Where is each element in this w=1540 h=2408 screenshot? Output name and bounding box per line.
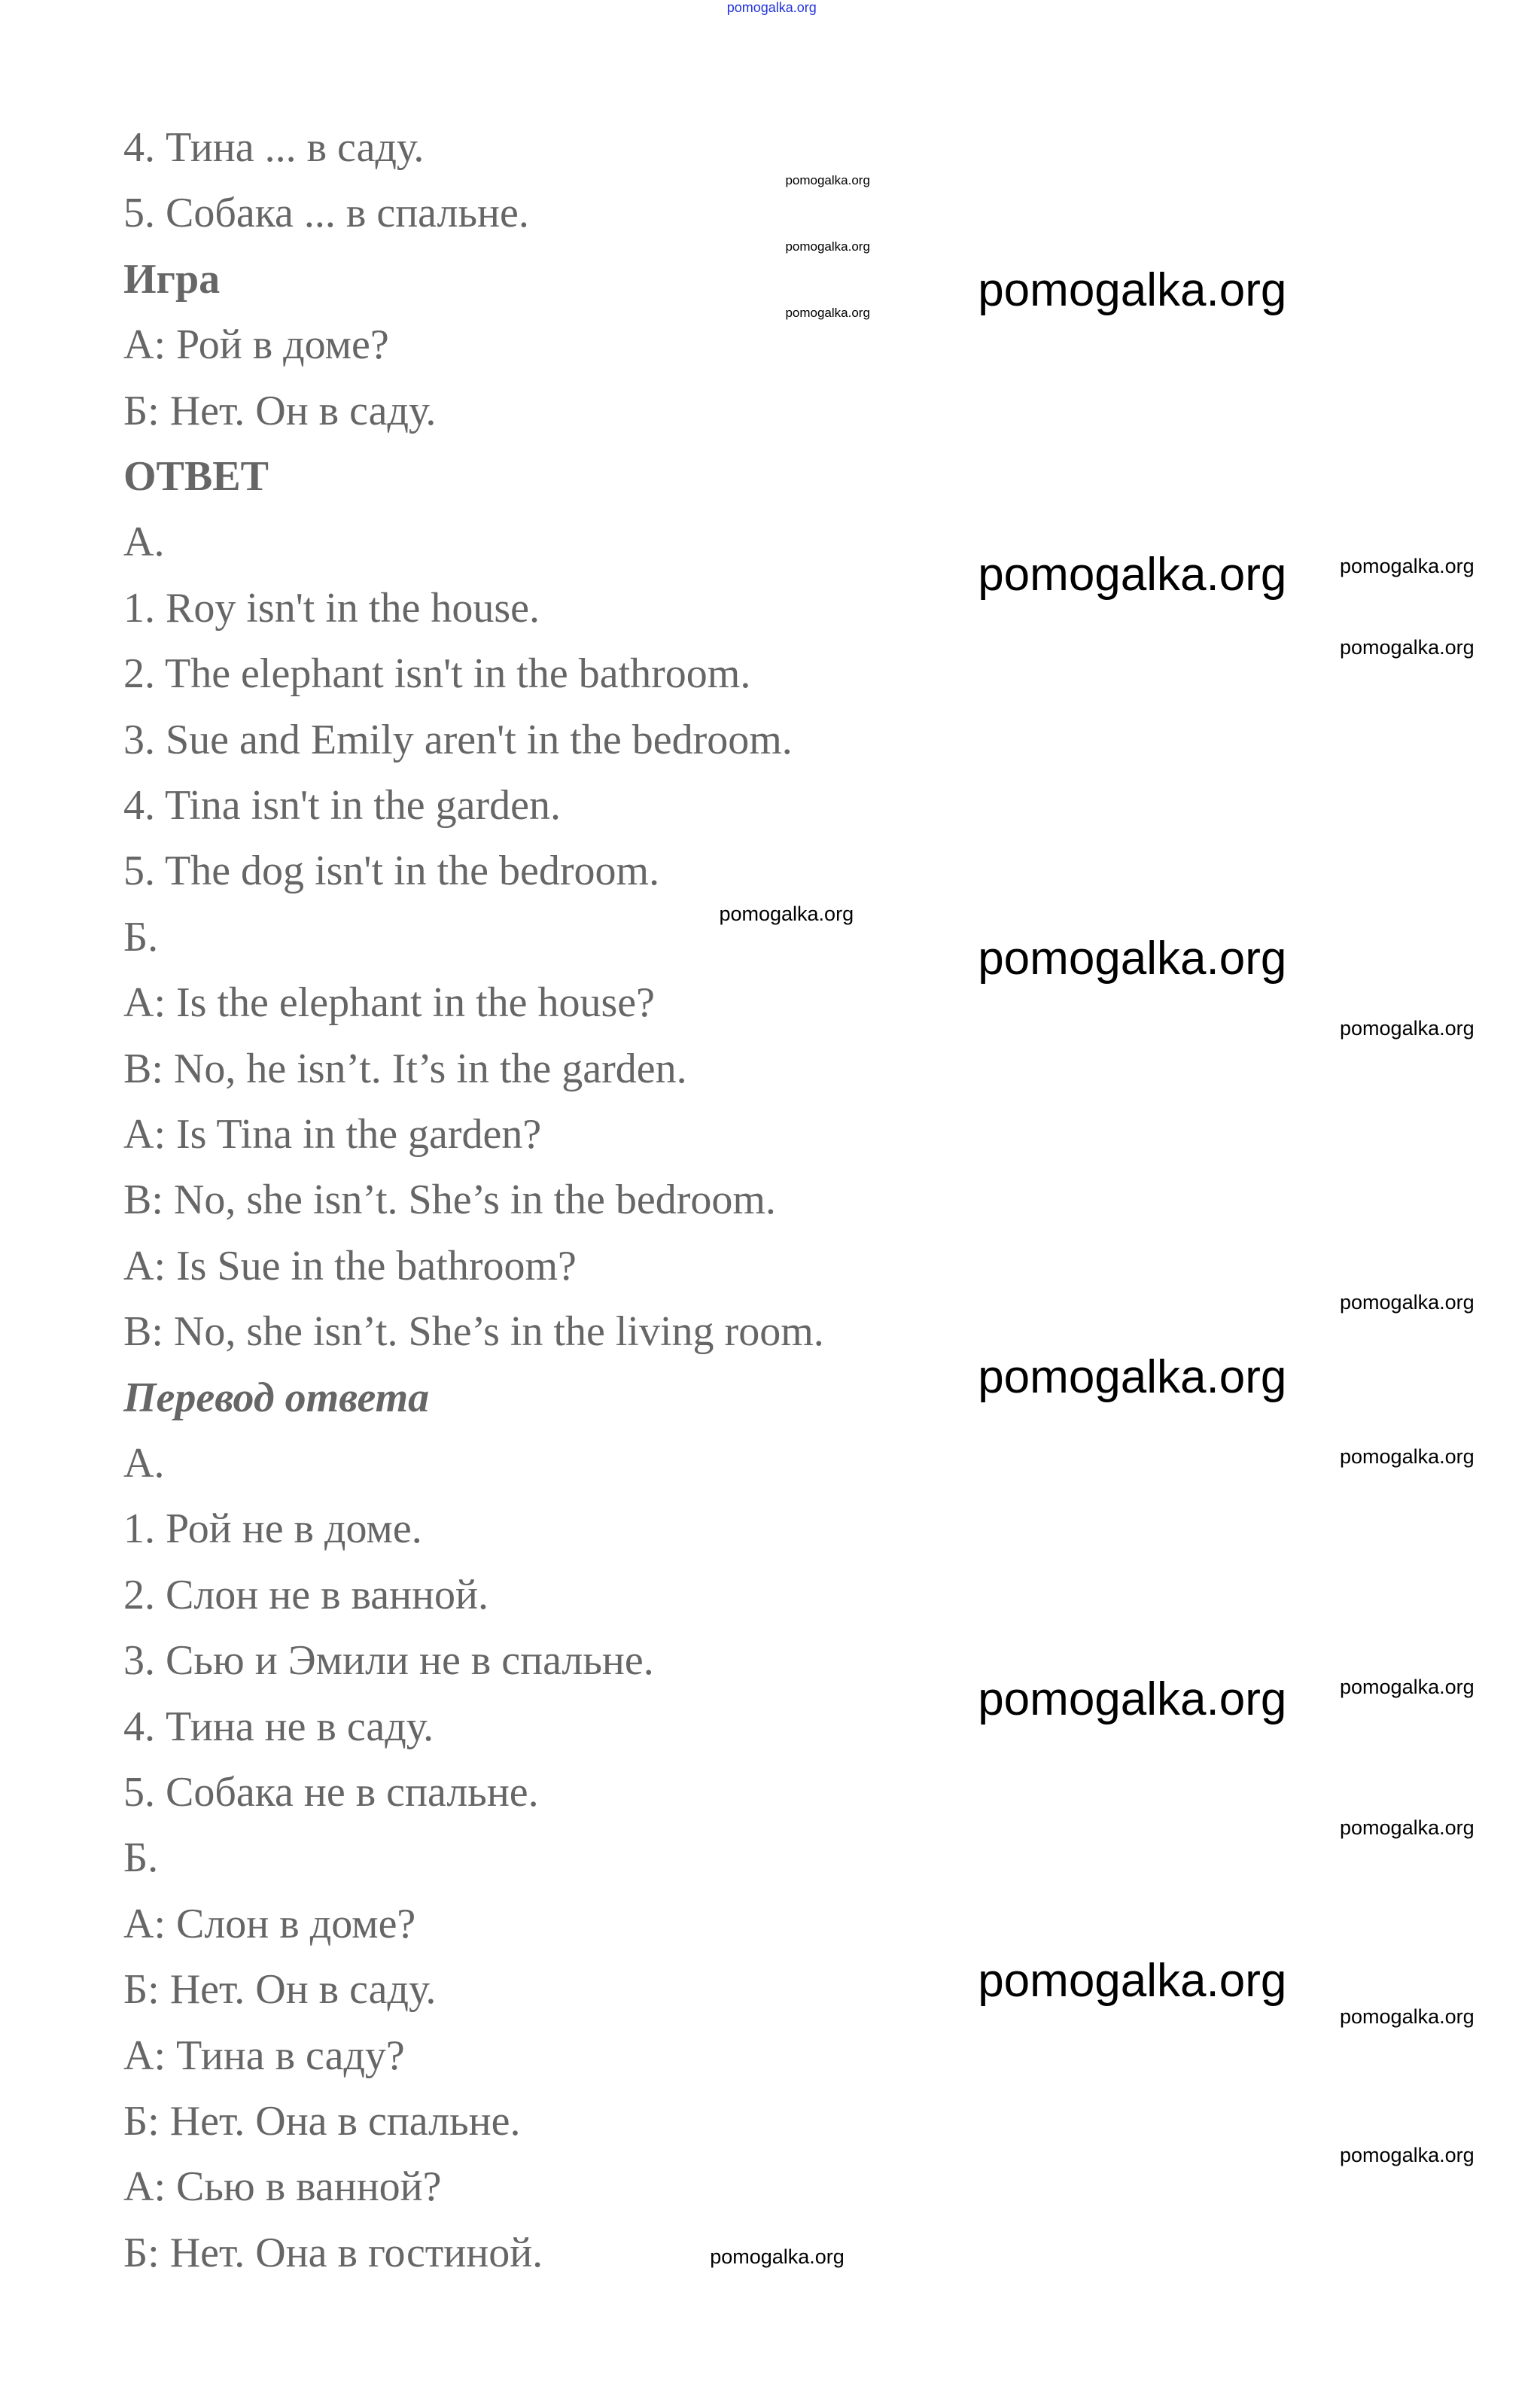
header-watermark-link[interactable]: pomogalka.org <box>726 0 817 16</box>
text-line: Б: Нет. Она в спальне. <box>123 2098 521 2145</box>
text-line: 1. Roy isn't in the house. <box>123 584 540 632</box>
text-line: 5. The dog isn't in the bedroom. <box>123 848 660 895</box>
watermark: pomogalka.org <box>1340 1676 1475 1699</box>
watermark: pomogalka.org <box>719 903 854 926</box>
text-line: 4. Тина ... в саду. <box>123 124 425 171</box>
text-line: 5. Собака не в спальне. <box>123 1769 539 1816</box>
watermark: pomogalka.org <box>1340 2144 1475 2167</box>
text-line: Б: Нет. Она в гостиной. <box>123 2229 543 2276</box>
watermark: pomogalka.org <box>978 1673 1287 1725</box>
watermark: pomogalka.org <box>785 173 870 188</box>
text-line: 4. Тина не в саду. <box>123 1703 434 1750</box>
text-line: А: Тина в саду? <box>123 2032 405 2079</box>
text-line: Б. <box>123 913 159 960</box>
text-line: Б: Нет. Он в саду. <box>123 1966 437 2014</box>
watermark: pomogalka.org <box>1340 2005 1475 2029</box>
text-line: А: Слон в доме? <box>123 1900 416 1947</box>
text-line: А: Сью в ванной? <box>123 2163 442 2211</box>
text-line: Б. <box>123 1834 159 1882</box>
watermark: pomogalka.org <box>785 239 870 254</box>
watermark: pomogalka.org <box>1340 1016 1475 1040</box>
section-heading: Перевод ответа <box>123 1374 430 1421</box>
section-heading: Игра <box>123 255 221 303</box>
watermark: pomogalka.org <box>1340 1290 1475 1314</box>
text-line: 4. Tina isn't in the garden. <box>123 782 561 829</box>
watermark: pomogalka.org <box>1340 554 1475 577</box>
text-line: B: No, she isn’t. She’s in the living room. <box>123 1308 824 1356</box>
watermark: pomogalka.org <box>978 549 1287 601</box>
text-line: 2. Слон не в ванной. <box>123 1571 488 1618</box>
text-line: 2. The elephant isn't in the bathroom. <box>123 650 751 698</box>
section-heading: ОТВЕТ <box>123 453 269 500</box>
watermark: pomogalka.org <box>1340 636 1475 659</box>
text-line: B: No, she isn’t. She’s in the bedroom. <box>123 1177 776 1224</box>
watermark: pomogalka.org <box>1340 1816 1475 1839</box>
watermark: pomogalka.org <box>978 932 1287 985</box>
watermark: pomogalka.org <box>978 1955 1287 2008</box>
text-line: 1. Рой не в доме. <box>123 1505 422 1553</box>
watermark: pomogalka.org <box>710 2245 845 2269</box>
text-line: 3. Sue and Emily aren't in the bedroom. <box>123 716 793 763</box>
text-line: 3. Сью и Эмили не в спальне. <box>123 1637 654 1685</box>
text-line: Б: Нет. Он в саду. <box>123 387 437 434</box>
text-line: A: Is the elephant in the house? <box>123 979 656 1027</box>
text-line: A: Is Tina in the garden? <box>123 1111 542 1158</box>
watermark: pomogalka.org <box>978 263 1287 316</box>
text-line: 5. Собака ... в спальне. <box>123 190 529 237</box>
watermark: pomogalka.org <box>1340 1444 1475 1468</box>
watermark: pomogalka.org <box>978 1351 1287 1404</box>
text-line: A: Is Sue in the bathroom? <box>123 1242 577 1289</box>
text-line: А. <box>123 519 165 566</box>
text-line: А: Рой в доме? <box>123 321 389 369</box>
text-line: А. <box>123 1440 165 1487</box>
text-line: B: No, he isn’t. It’s in the garden. <box>123 1045 687 1092</box>
watermark: pomogalka.org <box>785 306 870 321</box>
